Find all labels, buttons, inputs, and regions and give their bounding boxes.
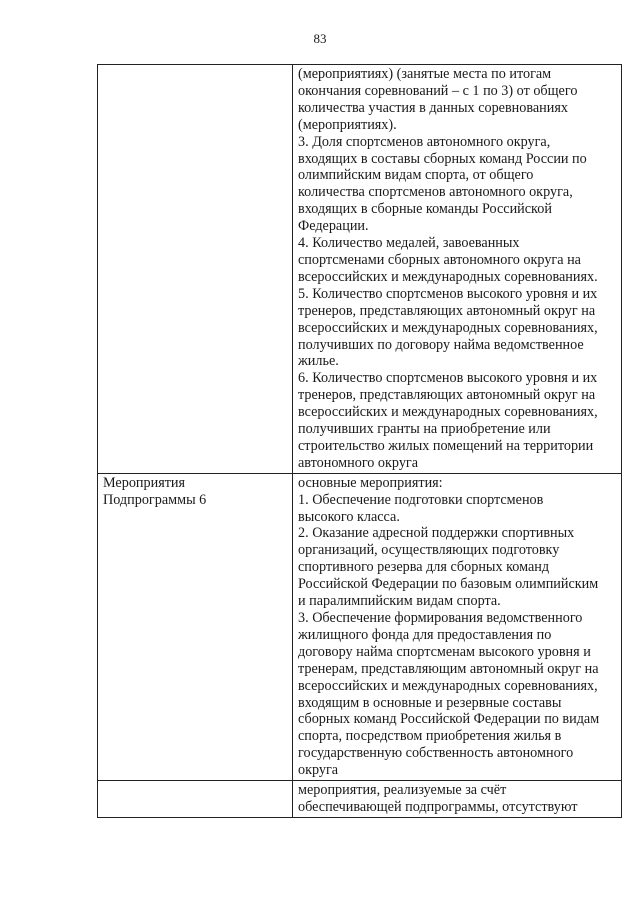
- content-line: (мероприятиях) (занятые места по итогам: [298, 66, 552, 82]
- content-paragraph: [298, 370, 618, 471]
- content-line: 2. Оказание адресной поддержки спортивных: [298, 525, 575, 542]
- content-line: жилищного фонда для предоставления по: [298, 626, 552, 643]
- content-line: 3. Обеспечение формирования ведомственного: [298, 610, 583, 626]
- content-paragraph: [298, 235, 618, 286]
- row-label-cell: [98, 781, 293, 818]
- content-paragraph: [298, 475, 618, 492]
- content-line: обеспечивающей подпрограммы, отсутствуют: [298, 798, 578, 815]
- content-line: государственную собственность автономного: [298, 745, 574, 762]
- content-line: основные мероприятия:: [298, 474, 443, 491]
- document-table: [97, 64, 622, 818]
- content-line: Федерации.: [298, 218, 369, 235]
- content-line: округа: [298, 762, 339, 779]
- content-paragraph: [298, 610, 618, 779]
- content-line: сборных команд Российской Федерации по видам: [298, 711, 600, 728]
- content-line: жилье.: [298, 353, 339, 370]
- content-paragraph: [298, 525, 618, 610]
- content-line: входящих в сборные команды Российской: [298, 201, 552, 218]
- content-line: спорта, посредством приобретения жилья в: [298, 728, 562, 745]
- row-label-line: Мероприятия: [103, 474, 186, 491]
- content-paragraph: [298, 66, 618, 134]
- content-line: тренерам, представляющим автономный округ на: [298, 660, 599, 677]
- content-line: всероссийских и международных соревнованиях,: [298, 677, 598, 694]
- content-line: 3. Доля спортсменов автономного округа,: [298, 133, 551, 150]
- table-row: [98, 65, 622, 474]
- content-paragraph: [298, 782, 618, 816]
- content-line: получивших по договору найма ведомственное: [298, 336, 584, 353]
- content-line: автономного округа: [298, 454, 419, 471]
- content-line: 1. Обеспечение подготовки спортсменов: [298, 491, 544, 508]
- table-body: [98, 65, 622, 818]
- page-number: 83: [313, 31, 327, 46]
- content-line: 4. Количество медалей, завоеванных: [298, 235, 520, 252]
- content-line: входящим в основные и резервные составы: [298, 694, 562, 711]
- content-line: договору найма спортсменам высокого уровня и: [298, 643, 591, 660]
- content-line: спортсменами сборных автономного округа на: [298, 251, 581, 268]
- content-line: количества участия в данных соревнованиях: [298, 99, 568, 116]
- row-content-cell: [293, 473, 622, 780]
- table-row: [98, 473, 622, 780]
- content-line: получивших гранты на приобретение или: [298, 421, 551, 438]
- content-line: олимпийским видам спорта, от общего: [298, 167, 534, 184]
- content-line: организаций, осуществляющих подготовку: [298, 542, 560, 559]
- content-line: всероссийских и международных соревнованиях,: [298, 404, 598, 421]
- content-line: 5. Количество спортсменов высокого уровня и их: [298, 285, 598, 302]
- table-row: [98, 781, 622, 818]
- content-paragraph: [298, 492, 618, 526]
- content-paragraph: [298, 286, 618, 371]
- content-paragraph: [298, 134, 618, 235]
- content-line: окончания соревнований – с 1 по 3) от общего: [298, 82, 578, 99]
- content-line: мероприятия, реализуемые за счёт: [298, 782, 507, 799]
- row-content-cell: [293, 65, 622, 474]
- content-line: спортивного резерва для сборных команд: [298, 559, 550, 576]
- content-line: высокого класса.: [298, 508, 400, 525]
- row-label-cell: [98, 65, 293, 474]
- content-line: Российской Федерации по базовым олимпийским: [298, 576, 599, 593]
- content-line: входящих в составы сборных команд России по: [298, 150, 587, 167]
- content-line: (мероприятиях).: [298, 116, 397, 133]
- content-line: тренеров, представляющих автономный округ на: [298, 387, 596, 404]
- row-content-cell: [293, 781, 622, 818]
- content-line: тренеров, представляющих автономный округ на: [298, 302, 596, 319]
- row-label-cell: [98, 473, 293, 780]
- content-line: всероссийских и международных соревнованиях,: [298, 319, 598, 336]
- row-label-line: Подпрограммы 6: [103, 491, 207, 508]
- content-line: количества спортсменов автономного округа,: [298, 184, 573, 201]
- content-line: строительство жилых помещений на территории: [298, 437, 594, 454]
- content-line: всероссийских и международных соревнованиях.: [298, 268, 598, 285]
- content-line: и паралимпийским видам спорта.: [298, 593, 501, 610]
- content-line: 6. Количество спортсменов высокого уровня и их: [298, 370, 598, 387]
